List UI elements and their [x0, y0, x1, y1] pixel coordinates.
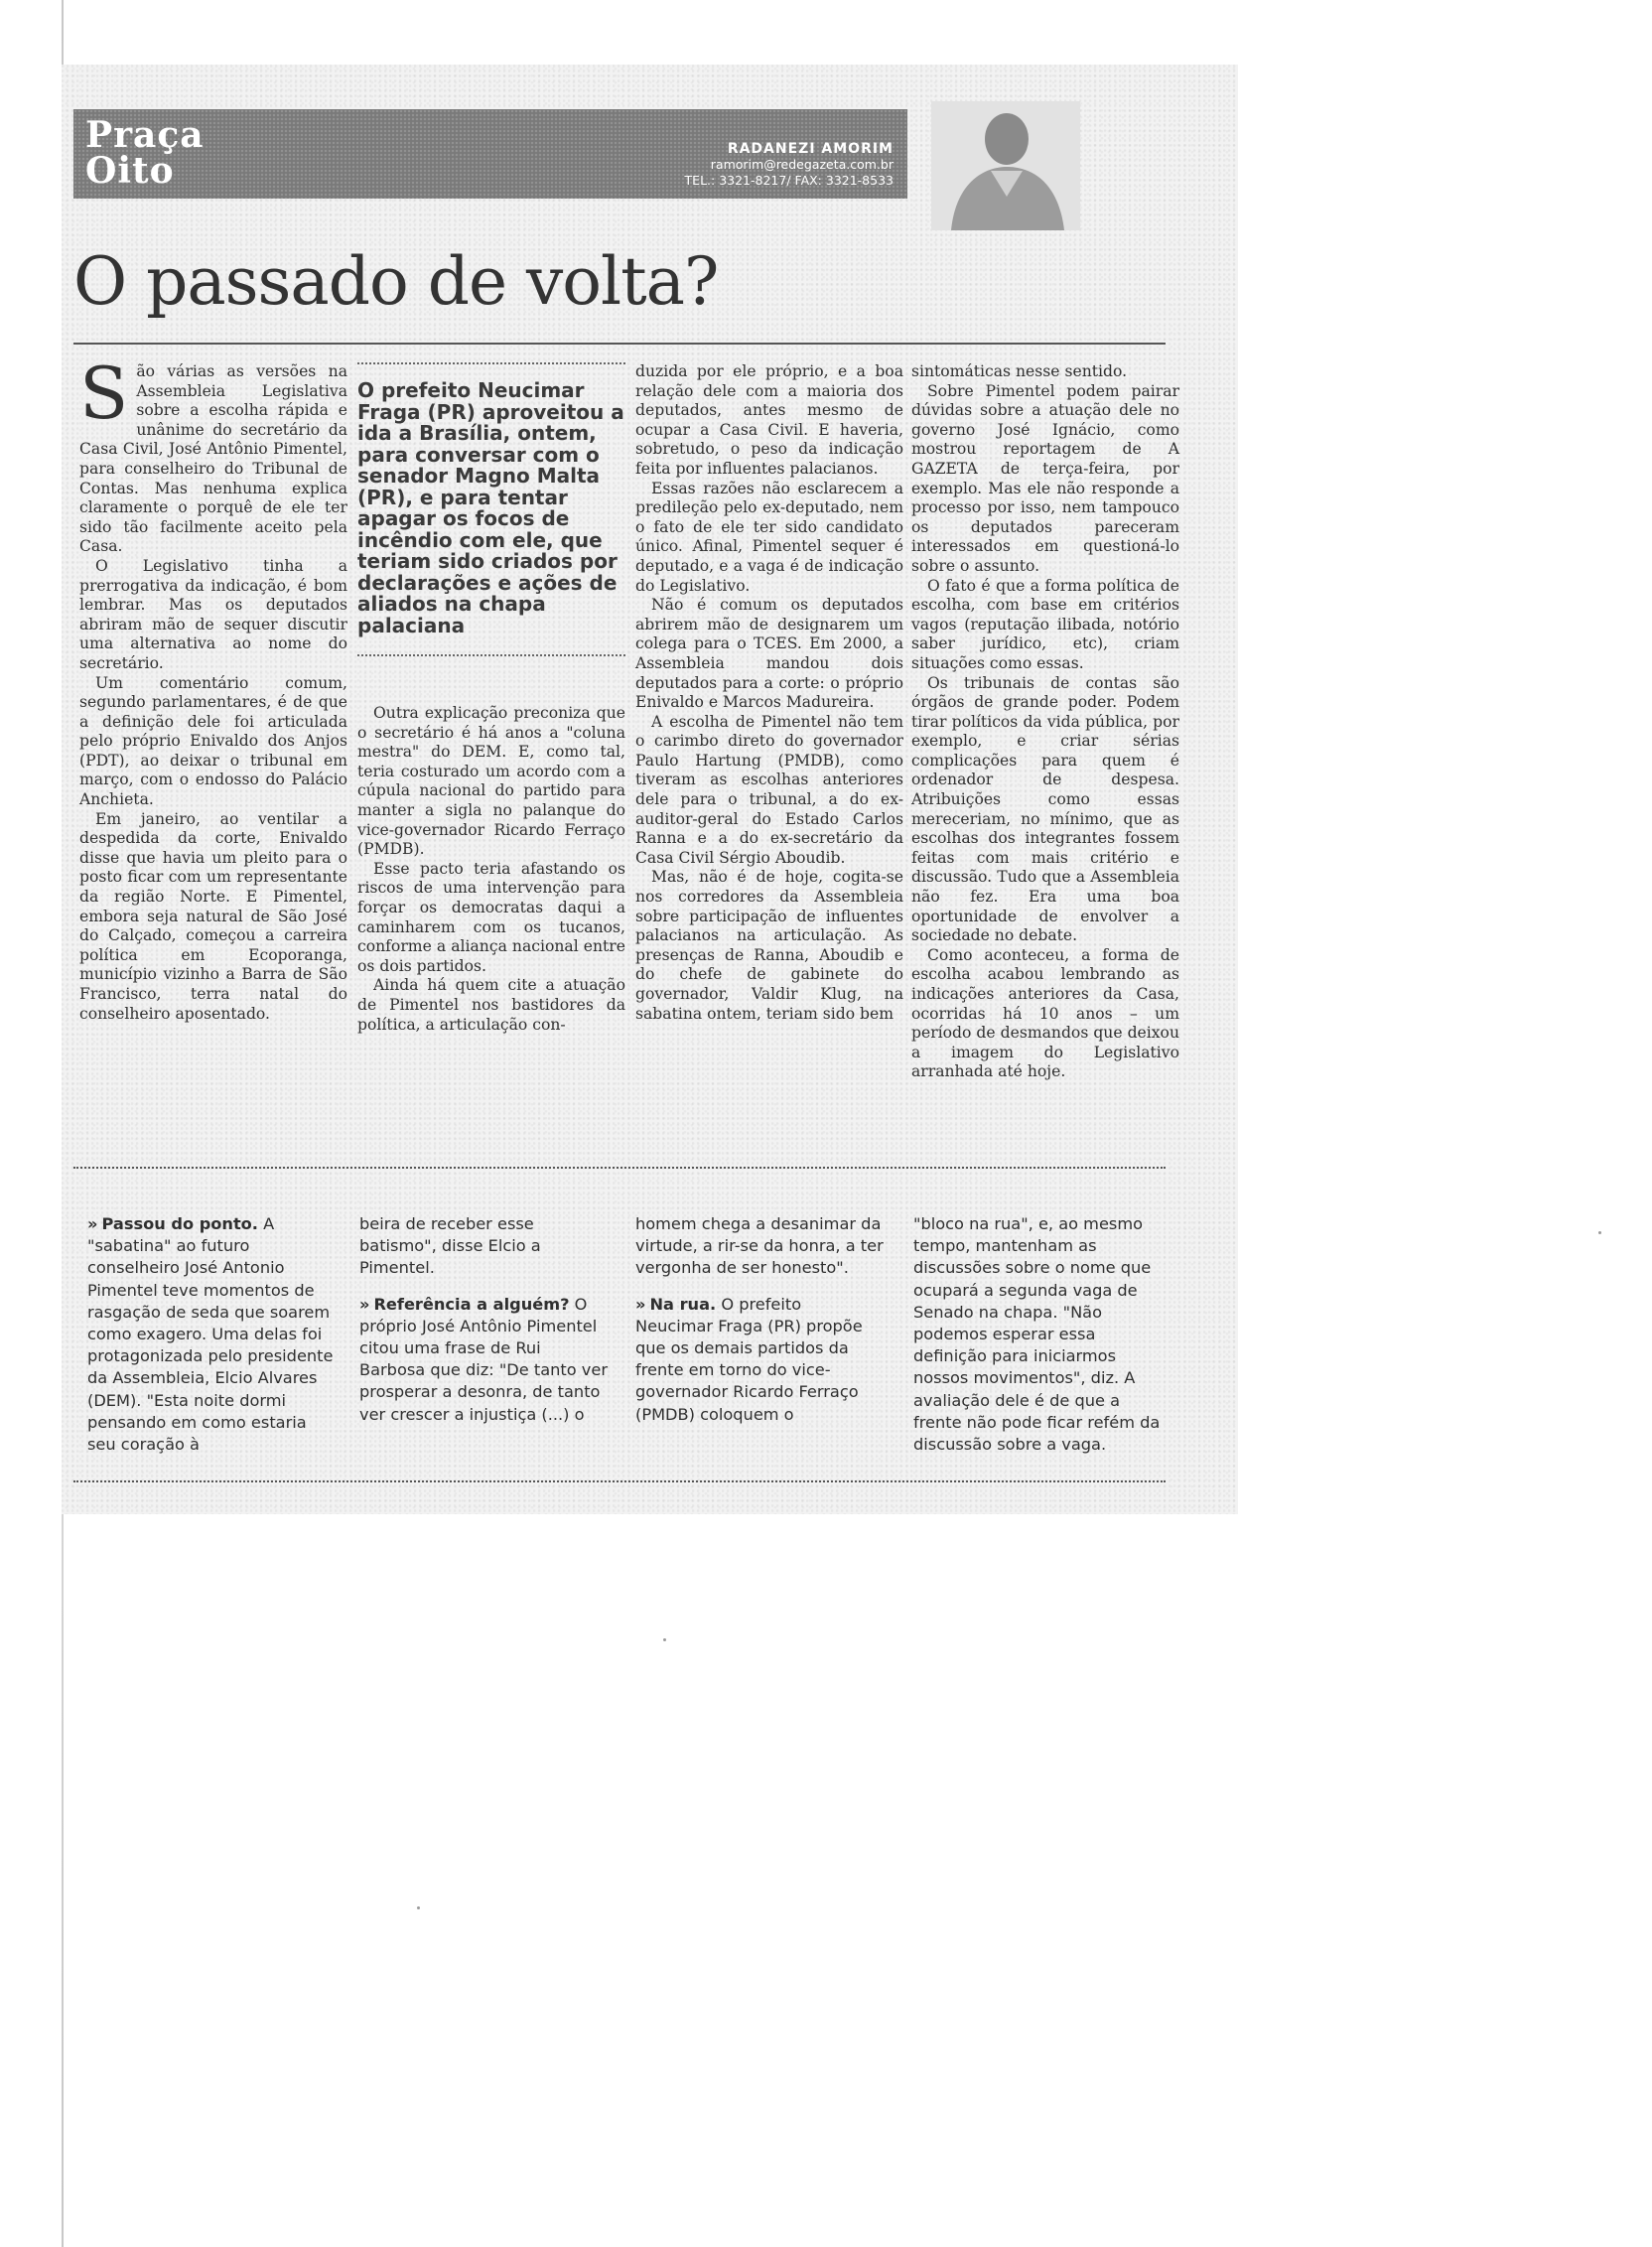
article-column-3 — [635, 362, 903, 1024]
note-text: O prefeito Neucimar Fraga (PR) propõe que os demais partidos da frente em torno do vice-governador Ricardo Ferraço (PMDB) coloquem o — [635, 1294, 863, 1424]
paragraph: O Legislativo tinha a prerrogativa da indicação, é bom lembrar. Mas os deputados abriram mão de sequer discutir uma alternativa ao nome do secretário. — [79, 556, 347, 672]
article-headline: O passado de volta? — [73, 243, 719, 320]
paragraph-text: ão várias as versões na Assembleia Legislativa sobre a escolha rápida e unânime do secretário da Casa Civil, José Antônio Pimentel, para conselheiro do Tribunal de Contas. Mas nenhuma explica claramente o porquê de ele ter sido tão facilmente aceito pela Casa. — [79, 362, 347, 556]
scan-speck — [417, 1906, 420, 1909]
notes-column-2 — [359, 1213, 608, 1440]
author-email: ramorim@redegazeta.com.br — [710, 157, 894, 172]
paragraph: Os tribunais de contas são órgãos de grande poder. Podem tirar políticos da vida pública, por exemplo, e criar sérias complicações para quem é ordenador de despesa. Atribuições como essas mereceriam, no mínimo, que as escolhas dos integrantes fossem feitas com mais critério e discussão. Tudo que a Assembleia não fez. Era uma boa oportunidade de envolver a sociedade no debate. — [911, 673, 1179, 945]
scan-speck — [663, 1638, 666, 1641]
notes-column-4 — [913, 1213, 1162, 1470]
paragraph: Não é comum os deputados abrirem mão de designarem um colega para o TCES. Em 2000, a Assembleia mandou dois deputados para a corte: o próprio Enivaldo e Marcos Madureira. — [635, 596, 903, 712]
note-text: homem chega a desanimar da virtude, a rir-se da honra, a ter vergonha de ser honesto". — [635, 1214, 884, 1278]
paragraph: Em janeiro, ao ventilar a despedida da corte, Enivaldo disse que havia um pleito para o posto ficar com um representante da região Norte. E Pimentel, embora seja natural de São José do Calçado, começou a carreira política em Ecoporanga, município vizinho a Barra de São Francisco, terra natal do conselheiro aposentado. — [79, 809, 347, 1023]
author-name: RADANEZI AMORIM — [727, 141, 894, 157]
notes-column-1 — [87, 1213, 336, 1470]
paragraph: Ainda há quem cite a atuação de Pimentel nos bastidores da política, a articulação con- — [357, 976, 625, 1034]
paragraph: sintomáticas nesse sentido. — [911, 362, 1128, 380]
article-column-1 — [79, 351, 347, 1024]
note-title: Na rua. — [649, 1294, 717, 1314]
note-title: Passou do ponto. — [101, 1214, 258, 1233]
column-name-line1: Praça — [85, 114, 205, 156]
column-name-line2: Oito — [85, 150, 175, 192]
note-text: A "sabatina" ao futuro conselheiro José Antonio Pimentel teve momentos de rasgação de seda que soarem como exagero. Uma delas foi protagonizada pelo presidente da Assembleia, Elcio Alvares (DEM). "Esta noite dormi pensando em como estaria seu coração à — [87, 1214, 334, 1455]
paragraph: Como aconteceu, a forma de escolha acabou lembrando as indicações anteriores da Casa, ocorridas há 10 anos – um período de desmandos que deixou a imagem do Legislativo arranhada até hoje. — [911, 945, 1179, 1081]
paragraph — [79, 351, 347, 557]
scan-speck — [1598, 1231, 1601, 1234]
author-phones: TEL.: 3321-8217/ FAX: 3321-8533 — [684, 173, 894, 188]
pull-quote-rule-bottom — [357, 654, 625, 656]
headline-rule — [73, 343, 1166, 345]
note-text: O próprio José Antônio Pimentel citou uma frase de Rui Barbosa que diz: "De tanto ver prosperar a desonra, de tanto ver crescer a injustiça (...) o — [359, 1294, 608, 1424]
article-column-4 — [911, 362, 1179, 1082]
author-portrait-photo — [931, 101, 1080, 230]
bullet-icon: » — [87, 1214, 98, 1233]
notes-rule-bottom — [73, 1480, 1166, 1482]
drop-cap: S — [79, 351, 129, 435]
paragraph: duzida por ele próprio, e a boa relação dele com a maioria dos deputados, antes mesmo de ocupar a Casa Civil. E haveria, sobretudo, o peso da indicação feita por influentes palacianos. — [635, 362, 903, 478]
paragraph: A escolha de Pimentel não tem o carimbo direto do governador Paulo Hartung (PMDB), como tiveram as escolhas anteriores dele para o tribunal, a do ex-auditor-geral do Estado Carlos Ranna e a do ex-secretário da Casa Civil Sérgio Aboudib. — [635, 712, 903, 867]
column-header-band — [73, 109, 907, 199]
pull-quote: O prefeito Neucimar Fraga (PR) aproveitou a ida a Brasília, ontem, para conversar com o senador Magno Malta (PR), e para tentar apagar os focos de incêndio com ele, que teriam sido criados por declarações e ações de aliados na chapa palaciana — [357, 378, 624, 637]
bullet-icon: » — [635, 1294, 646, 1314]
paragraph: Sobre Pimentel podem pairar dúvidas sobre a atuação dele no governo José Ignácio, como mostrou reportagem de A GAZETA de terça-feira, por exemplo. Mas ele não responde a processo por isso, nem tampouco os deputados pareceram interessados em questioná-lo sobre o assunto. — [911, 381, 1179, 575]
note-text: beira de receber esse batismo", disse Elcio a Pimentel. — [359, 1214, 541, 1278]
paragraph: Esse pacto teria afastando os riscos de uma intervenção para forçar os democratas daqui a caminharem com os tucanos, conforme a aliança nacional entre os dois partidos. — [357, 859, 625, 975]
paragraph: Mas, não é de hoje, cogita-se nos corredores da Assembleia sobre participação de influentes palacianos na articulação. As presenças de Ranna, Aboudib e do chefe de gabinete do governador, Valdir Klug, na sabatina ontem, teriam sido bem — [635, 868, 903, 1023]
note-item — [87, 1213, 336, 1456]
paragraph: O fato é que a forma política de escolha, com base em critérios vagos (reputação ilibada, notório saber jurídico, etc), criam situações como essas. — [911, 576, 1179, 672]
note-item — [635, 1294, 884, 1426]
note-item — [359, 1294, 608, 1426]
author-info — [685, 141, 894, 189]
paragraph: Outra explicação preconiza que o secretário é há anos a "coluna mestra" do DEM. E, como tal, teria costurado um acordo com a cúpula nacional do partido para manter a sigla no palanque do vice-governador Ricardo Ferraço (PMDB). — [357, 704, 625, 859]
note-text: "bloco na rua", e, ao mesmo tempo, mantenham as discussões sobre o nome que ocupará a segunda vaga de Senado na chapa. "Não podemos esperar essa definição para iniciarmos nossos movimentos", diz. A avaliação dele é de que a frente não pode ficar refém da discussão sobre a vaga. — [913, 1214, 1161, 1455]
article-column-2 — [357, 362, 625, 1035]
paragraph: Essas razões não esclarecem a predileção pelo ex-deputado, nem o fato de ele ter sido candidato único. Afinal, Pimentel sequer é deputado, e a vaga é de indicação do Legislativo. — [635, 479, 903, 595]
notes-rule-top — [73, 1167, 1166, 1169]
column-name — [85, 114, 264, 192]
bullet-icon: » — [359, 1294, 370, 1314]
paragraph: Um comentário comum, segundo parlamentares, é de que a definição dele foi articulada pelo próprio Enivaldo dos Anjos (PDT), ao deixar o tribunal em março, com o endosso do Palácio Anchieta. — [79, 673, 347, 809]
notes-column-3 — [635, 1213, 884, 1440]
note-title: Referência a alguém? — [373, 1294, 570, 1314]
